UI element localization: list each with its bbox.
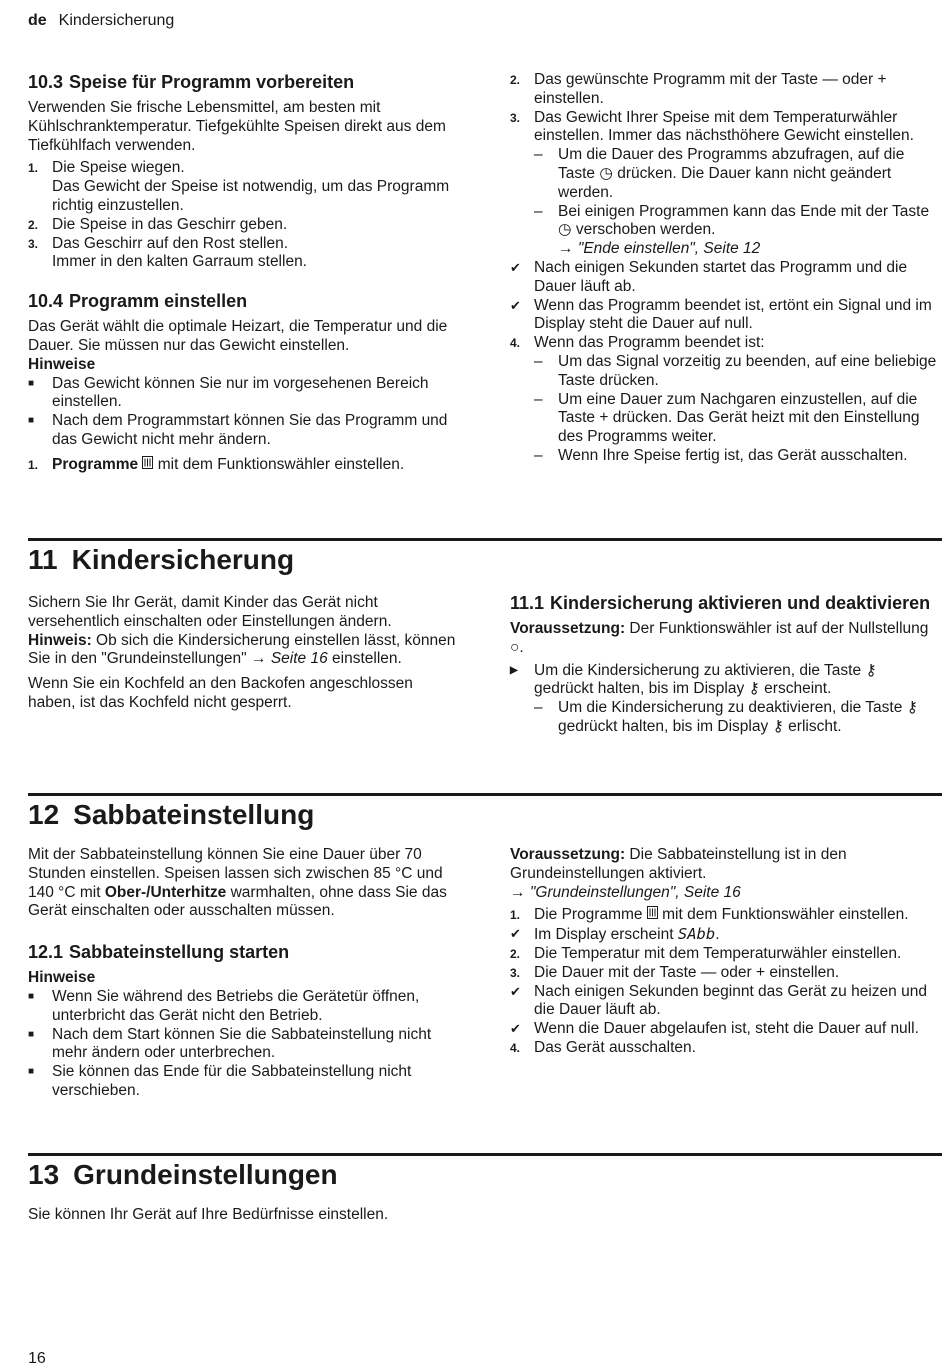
paragraph: Wenn Sie ein Kochfeld an den Backofen angeschlossen haben, ist das Kochfeld nicht gesperrt. [28,675,413,711]
clock-icon: ◷ [599,164,613,182]
checkmark-icon: ✔ [510,1021,521,1037]
sub-item: – Um das Signal vorzeitig zu beenden, auf eine beliebige Taste drücken. [534,352,937,389]
right-column-top [510,71,942,466]
checkmark-icon: ✔ [510,926,521,942]
result-item: ✔ Wenn die Dauer abgelaufen ist, steht die Dauer auf null. [510,1020,919,1038]
sub-item: – Wenn Ihre Speise fertig ist, das Gerät ausschalten. [534,446,908,464]
bullet-square-icon: ■ [28,1028,35,1040]
section-divider [28,538,942,541]
section-12-1-heading: 12.1 Sabbateinstellung starten [28,942,290,963]
cross-reference-link[interactable]: "Ende einstellen", Seite 12 [577,240,761,258]
section-11-1 [510,592,942,737]
bullet-square-icon: ■ [28,990,35,1002]
list-item: 1. Die Programme mit dem Funktionswähler einstellen. [510,906,909,924]
section-13-heading: 13 Grundeinstellungen [28,1159,338,1190]
page-header [28,12,174,31]
list-item: 4. Wenn das Programm beendet ist: [510,334,765,352]
plus-icon: + [599,409,609,427]
key-icon: ⚷ [748,680,760,698]
section-10-4-hints [28,375,460,450]
bullet-square-icon: ■ [28,415,35,427]
checkmark-icon: ✔ [510,259,521,275]
list-item: ■ Wenn Sie während des Betriebs die Gerätetür öffnen, unterbricht das Gerät nicht den Betrieb. [28,987,420,1024]
sub-item: – Um eine Dauer zum Nachgaren einzustellen, auf die Taste + drücken. Das Gerät heizt mit den Einstellung des Programms weiter. [534,390,920,446]
prerequisite: Voraussetzung: Die Sabbateinstellung ist in den Grundeinstellungen aktiviert. [510,846,847,882]
section-11-heading: 11 Kindersicherung [28,544,295,575]
display-code: SAbb [677,925,716,944]
list-item: ■ Nach dem Programmstart können Sie das Programm und das Gewicht nicht mehr ändern. [28,412,448,448]
result-item: ✔ Im Display erscheint SAbb. [510,925,720,944]
list-item: 2. Die Temperatur mit dem Temperaturwähler einstellen. [510,944,902,962]
section-11-1-heading: 11.1 Kindersicherung aktivieren und deaktivieren [510,593,931,613]
checkmark-icon: ✔ [510,297,521,313]
bullet-square-icon: ■ [28,377,35,389]
list-item: 2. Die Speise in das Geschirr geben. [28,215,288,233]
language-code: de [28,12,47,29]
list-item: 3. Das Gewicht Ihrer Speise mit dem Temperaturwähler einstellen. Immer das nächsthöhere Gewicht einstellen. [510,108,914,145]
list-item: 3. Das Geschirr auf den Rost stellen. Immer in den kalten Garraum stellen. [28,234,307,271]
prerequisite: Voraussetzung: Der Funktionswähler ist auf der Nullstellung ○. [510,620,929,656]
sub-item: – Um die Kindersicherung zu deaktivieren, die Taste ⚷ gedrückt halten, bis im Display ⚷ erlischt. [534,699,919,735]
list-item: 1. Programme mit dem Funktionswähler einstellen. [28,455,405,473]
minus-icon: — [700,963,717,981]
key-icon: ⚷ [906,699,919,717]
section-12-heading: 12 Sabbateinstellung [28,799,315,830]
minus-icon: — [822,71,838,88]
section-10-4-heading: 10.4 Programm einstellen [28,291,248,312]
arrow-icon: → [510,883,526,901]
section-11-body [28,594,460,713]
list-item: 1. Die Speise wiegen. Das Gewicht der Speise ist notwendig, um das Programm richtig einzustellen. [28,159,450,214]
paragraph: Sie können Ihr Gerät auf Ihre Bedürfnisse einstellen. [28,1206,389,1223]
section-divider [28,793,942,796]
list-item: ■ Das Gewicht können Sie nur im vorgesehenen Bereich einstellen. [28,374,429,411]
programme-icon [647,906,658,925]
key-icon: ⚷ [772,717,784,735]
left-column-top [28,71,460,475]
sub-item: – Bei einigen Programmen kann das Ende mit der Taste ◷ verschoben werden. → "Ende einstellen", Seite 12 [534,202,930,258]
list-item: 3. Die Dauer mit der Taste — oder + einstellen. [510,963,840,981]
section-10-3-steps [28,159,460,272]
running-title: Kindersicherung [58,12,175,29]
section-10-4-intro: Das Gerät wählt die optimale Heizart, die Temperatur und die Dauer. Sie müssen nur das Gewicht einstellen. [28,318,448,354]
zero-position-icon: ○ [510,638,520,656]
section-10-3-intro: Verwenden Sie frische Lebensmittel, am besten mit Kühlschranktemperatur. Tiefgekühlte Speisen direkt aus dem Tiefkühlfach verwenden. [28,99,446,154]
section-13-body [28,1206,468,1225]
result-item: ✔ Nach einigen Sekunden startet das Programm und die Dauer läuft ab. [510,258,908,295]
plus-icon: + [755,963,766,981]
arrow-icon: → [558,240,574,258]
hint-paragraph: Hinweis: Ob sich die Kindersicherung einstellen lässt, können Sie in den "Grundeinstellungen" → Seite 16 einstellen. [28,631,456,668]
programme-icon [142,456,153,475]
section-12-right [510,846,942,1058]
page-number: 16 [28,1350,46,1367]
cross-reference-link[interactable]: Seite 16 [270,650,328,668]
result-item: ✔ Nach einigen Sekunden beginnt das Gerät zu heizen und die Dauer läuft ab. [510,982,927,1019]
paragraph: Sichern Sie Ihr Gerät, damit Kinder das Gerät nicht versehentlich einschalten oder Einstellungen ändern. [28,594,392,630]
bullet-square-icon: ■ [28,1066,35,1078]
sub-item: – Um die Dauer des Programms abzufragen, auf die Taste ◷ drücken. Die Dauer kann nicht geändert werden. [534,146,905,201]
checkmark-icon: ✔ [510,983,521,999]
action-item: ▶ Um die Kindersicherung zu aktivieren, die Taste ⚷ gedrückt halten, bis im Display ⚷ erscheint. [510,661,877,698]
clock-icon: ◷ [558,221,572,239]
triangle-bullet-icon: ▶ [510,664,518,676]
paragraph: Mit der Sabbateinstellung können Sie eine Dauer über 70 Stunden einstellen. Speisen lassen sich zwischen 85 °C und 140 °C mit Ober-/Unterhitze warmhalten, ohne dass Sie das Gerät einschalten oder ausschalten müssen. [28,846,447,920]
list-item: 4. Das Gerät ausschalten. [510,1038,696,1056]
section-12-1-hints [28,988,468,1101]
section-12-left [28,846,468,1101]
hints-label: Hinweise [28,969,96,987]
cross-reference-link[interactable]: "Grundeinstellungen", Seite 16 [529,883,741,901]
list-item: 2. Das gewünschte Programm mit der Taste — oder + einstellen. [510,71,887,107]
plus-icon: + [877,71,887,88]
key-icon: ⚷ [865,661,877,679]
list-item: ■ Sie können das Ende für die Sabbateinstellung nicht verschieben. [28,1063,412,1099]
arrow-icon: → [251,650,267,668]
reference-line [510,884,942,903]
list-item: ■ Nach dem Start können Sie die Sabbateinstellung nicht mehr ändern oder unterbrechen. [28,1025,432,1062]
result-item: ✔ Wenn das Programm beendet ist, ertönt ein Signal und im Display steht die Dauer auf null. [510,296,932,333]
hints-label: Hinweise [28,355,96,373]
section-divider [28,1153,942,1156]
section-10-3-heading: 10.3 Speise für Programm vorbereiten [28,72,355,92]
